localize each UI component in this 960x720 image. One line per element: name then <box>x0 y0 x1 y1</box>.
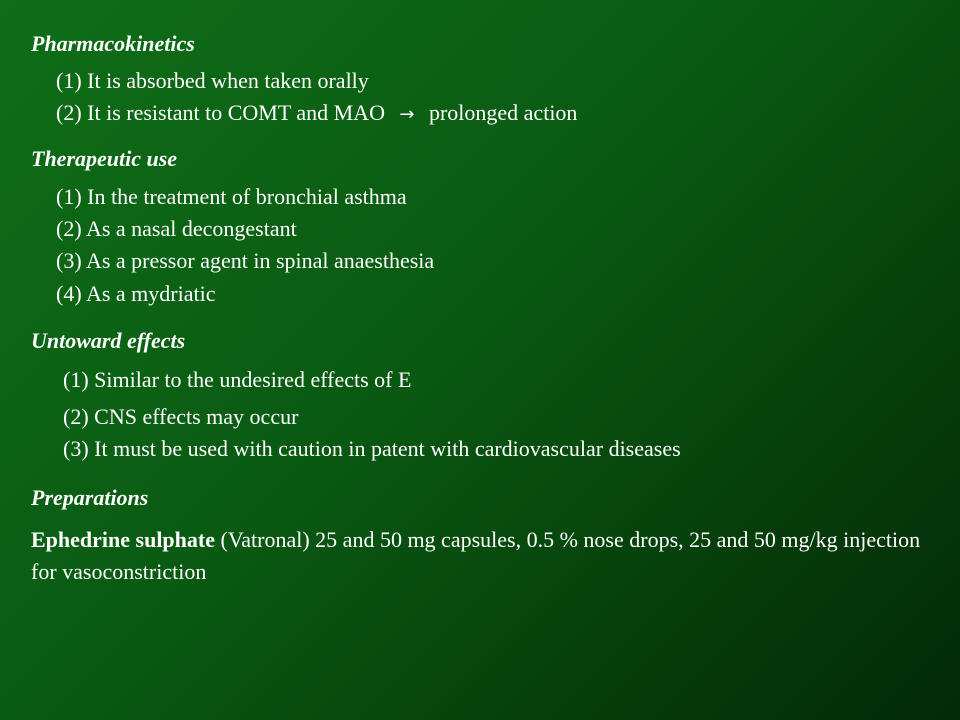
untoward-item-3: (3) It must be used with caution in patent with cardiovascular diseases <box>63 436 681 461</box>
therapeutic-item-1: (1) In the treatment of bronchial asthma <box>56 184 407 209</box>
pharmacokinetics-item-1: (1) It is absorbed when taken orally <box>56 68 369 93</box>
heading-untoward-effects: Untoward effects <box>31 328 186 353</box>
therapeutic-item-2: (2) As a nasal decongestant <box>56 216 297 241</box>
drug-name: Ephedrine sulphate <box>31 527 215 552</box>
untoward-item-2: (2) CNS effects may occur <box>63 404 299 429</box>
pharmacokinetics-item-2-text: (2) It is resistant to COMT and MAO <box>56 100 385 125</box>
untoward-item-1: (1) Similar to the undesired effects of E <box>63 367 412 392</box>
pharmacokinetics-item-2 <box>56 100 577 128</box>
pharmacokinetics-item-2-result: prolonged action <box>428 100 578 125</box>
heading-pharmacokinetics: Pharmacokinetics <box>31 31 195 56</box>
preparations-details: (Vatronal) 25 and 50 mg capsules, 0.5 % nose drops, 25 and 50 mg/kg injection for vasoconstriction <box>31 527 921 584</box>
right-arrow-icon: → <box>399 104 415 125</box>
therapeutic-item-4: (4) As a mydriatic <box>56 281 216 306</box>
therapeutic-item-3: (3) As a pressor agent in spinal anaesthesia <box>56 248 435 273</box>
preparations-text <box>31 524 936 588</box>
heading-preparations: Preparations <box>31 485 149 510</box>
heading-therapeutic-use: Therapeutic use <box>31 146 178 171</box>
